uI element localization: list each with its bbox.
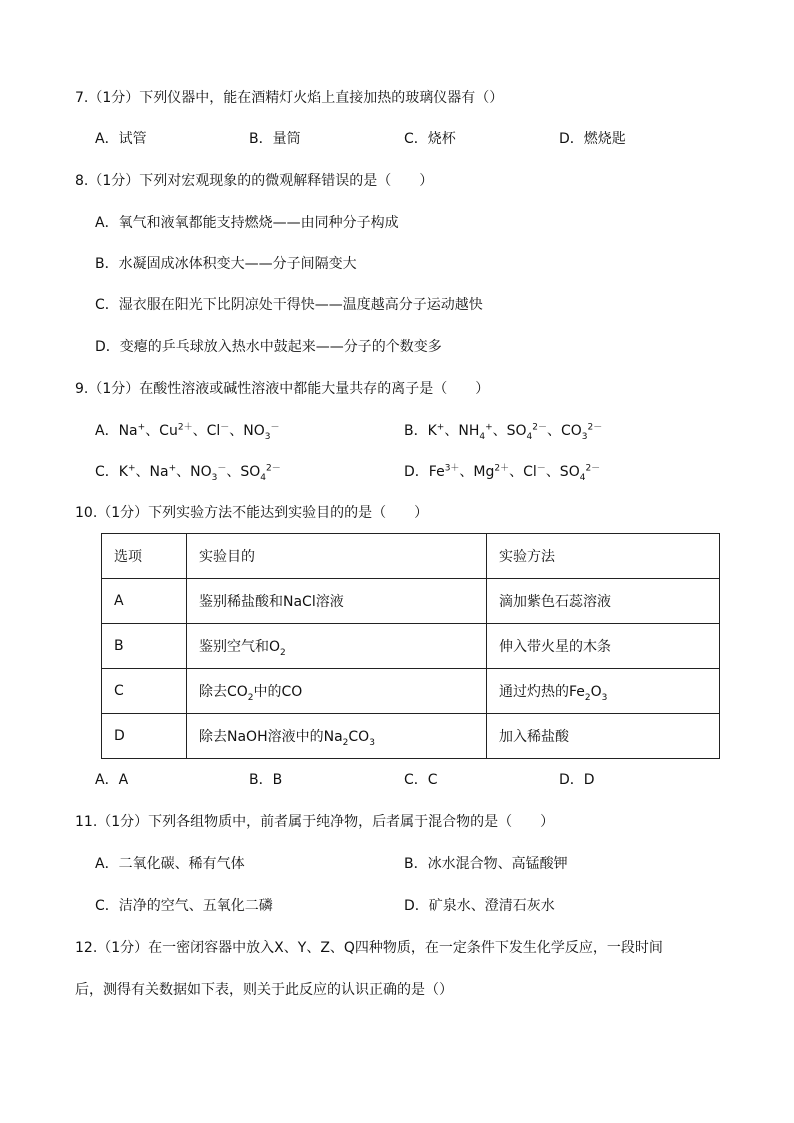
ion-1-charge: + <box>436 422 445 433</box>
q8-option-b: B．水凝固成冰体积变大——分子间隔变大 <box>95 256 357 272</box>
q10-option-a: A．A <box>95 772 129 788</box>
table-row <box>102 669 720 714</box>
ion-1: Fe <box>428 464 445 480</box>
question-9-stem: 9.（1分）在酸性溶液或碱性溶液中都能大量共存的离子是（ ） <box>75 381 490 397</box>
ion-4: 、SO <box>226 464 261 480</box>
q7-option-a: A．试管 <box>95 131 147 147</box>
goal-text-end: 中的CO <box>253 684 303 700</box>
option-letter: D． <box>404 464 429 480</box>
table-row <box>102 579 720 624</box>
ion-2: 、Cu <box>145 423 178 439</box>
option-letter: A． <box>95 423 119 439</box>
method-text: 通过灼热的Fe <box>499 684 585 700</box>
question-12-stem-line-2: 后，测得有关数据如下表，则关于此反应的认识正确的是（） <box>75 982 453 998</box>
row-method: 加入稀盐酸 <box>487 714 720 759</box>
ion-4: 、SO <box>545 464 580 480</box>
question-7-stem: 7.（1分）下列仪器中，能在酒精灯火焰上直接加热的玻璃仪器有（） <box>75 90 504 106</box>
ion-3-subscript: 4 <box>526 431 533 442</box>
ion-4-subscript: 4 <box>579 472 586 483</box>
method-subscript: 2 <box>584 692 591 703</box>
q11-option-a: A．二氧化碳、稀有气体 <box>95 856 245 872</box>
goal-text: 除去NaOH溶液中的Na <box>199 729 343 745</box>
row-goal <box>187 714 487 759</box>
ion-4-subscript: 3 <box>264 431 271 442</box>
goal-subscript: 2 <box>342 737 349 748</box>
q11-option-b: B．冰水混合物、高锰酸钾 <box>404 856 568 872</box>
ion-4: 、NO <box>229 423 265 439</box>
ion-1-charge: + <box>137 422 146 433</box>
row-goal <box>187 624 487 669</box>
question-8-stem: 8.（1分）下列对宏观现象的的微观解释错误的是（ ） <box>75 173 434 189</box>
row-option: D <box>102 714 187 759</box>
q7-option-d: D．燃烧匙 <box>559 131 626 147</box>
goal-subscript: 2 <box>247 692 254 703</box>
ion-2: 、Mg <box>459 464 495 480</box>
method-text-mid: O <box>590 684 602 700</box>
ion-3: 、SO <box>492 423 527 439</box>
q9-option-b <box>404 421 602 441</box>
ion-3: 、NO <box>176 464 212 480</box>
q7-option-b: B．量筒 <box>249 131 301 147</box>
experiment-table <box>101 533 720 759</box>
ion-2-charge: 2＋ <box>177 422 193 433</box>
ion-2-charge: 2＋ <box>494 463 510 474</box>
ion-3-charge: － <box>220 422 230 433</box>
ion-1: K <box>427 423 437 439</box>
ion-3: 、Cl <box>509 464 537 480</box>
ion-2-subscript: 4 <box>479 431 486 442</box>
ion-1-charge: 3＋ <box>444 463 460 474</box>
ion-4-charge: 2－ <box>587 422 603 433</box>
goal-text: 鉴别空气和O <box>199 639 281 655</box>
ion-4-charge: － <box>270 422 280 433</box>
table-header-row <box>102 534 720 579</box>
q8-option-c: C．湿衣服在阳光下比阴凉处干得快——温度越高分子运动越快 <box>95 297 483 313</box>
q9-option-d <box>404 462 600 482</box>
ion-1: Na <box>118 423 138 439</box>
goal-subscript-2: 3 <box>369 737 375 748</box>
ion-2: 、NH <box>444 423 480 439</box>
ion-3-charge: － <box>217 463 227 474</box>
goal-text: 除去CO <box>199 684 248 700</box>
row-goal <box>187 669 487 714</box>
row-option: C <box>102 669 187 714</box>
option-letter: C． <box>95 464 119 480</box>
q10-option-c: C．C <box>404 772 438 788</box>
ion-2-charge: + <box>168 463 177 474</box>
table-row <box>102 624 720 669</box>
ion-3-subscript: 3 <box>211 472 218 483</box>
method-subscript-2: 3 <box>601 692 608 703</box>
row-method: 滴加紫色石蕊溶液 <box>487 579 720 624</box>
question-11-stem: 11.（1分）下列各组物质中，前者属于纯净物，后者属于混合物的是（ ） <box>75 814 555 830</box>
header-goal: 实验目的 <box>187 534 487 579</box>
ion-2-charge: + <box>485 422 493 433</box>
q11-option-c: C．洁净的空气、五氧化二磷 <box>95 898 273 914</box>
q8-option-a: A．氧气和液氧都能支持燃烧——由同种分子构成 <box>95 215 399 231</box>
ion-4-charge: 2－ <box>266 463 281 474</box>
ion-1-charge: + <box>127 463 136 474</box>
q9-option-a <box>95 421 280 441</box>
ion-4-subscript: 4 <box>260 472 267 483</box>
q8-option-d: D．变瘪的乒乓球放入热水中鼓起来——分子的个数变多 <box>95 339 442 355</box>
ion-2: 、Na <box>135 464 169 480</box>
ion-3-charge: 2－ <box>532 422 547 433</box>
question-12-stem-line-1: 12.（1分）在一密闭容器中放入X、Y、Z、Q四种物质，在一定条件下发生化学反应，一段时间 <box>75 940 663 956</box>
ion-3: 、Cl <box>192 423 221 439</box>
ion-4: 、CO <box>547 423 582 439</box>
q10-option-b: B．B <box>249 772 283 788</box>
ion-1: K <box>118 464 128 480</box>
row-goal: 鉴别稀盐酸和NaCl溶液 <box>187 579 487 624</box>
goal-text-mid: CO <box>348 729 370 745</box>
header-method: 实验方法 <box>487 534 720 579</box>
ion-3-charge: － <box>536 463 546 474</box>
q9-option-c <box>95 462 281 482</box>
row-option: A <box>102 579 187 624</box>
option-letter: B． <box>404 423 428 439</box>
q7-option-c: C．烧杯 <box>404 131 456 147</box>
row-method: 伸入带火星的木条 <box>487 624 720 669</box>
q11-option-d: D．矿泉水、澄清石灰水 <box>404 898 555 914</box>
table-row <box>102 714 720 759</box>
row-option: B <box>102 624 187 669</box>
question-10-stem: 10.（1分）下列实验方法不能达到实验目的的是（ ） <box>75 505 429 521</box>
ion-4-subscript: 3 <box>581 431 588 442</box>
q10-option-d: D．D <box>559 772 595 788</box>
header-option: 选项 <box>102 534 187 579</box>
goal-subscript: 2 <box>280 647 286 658</box>
ion-4-charge: 2－ <box>585 463 601 474</box>
row-method <box>487 669 720 714</box>
